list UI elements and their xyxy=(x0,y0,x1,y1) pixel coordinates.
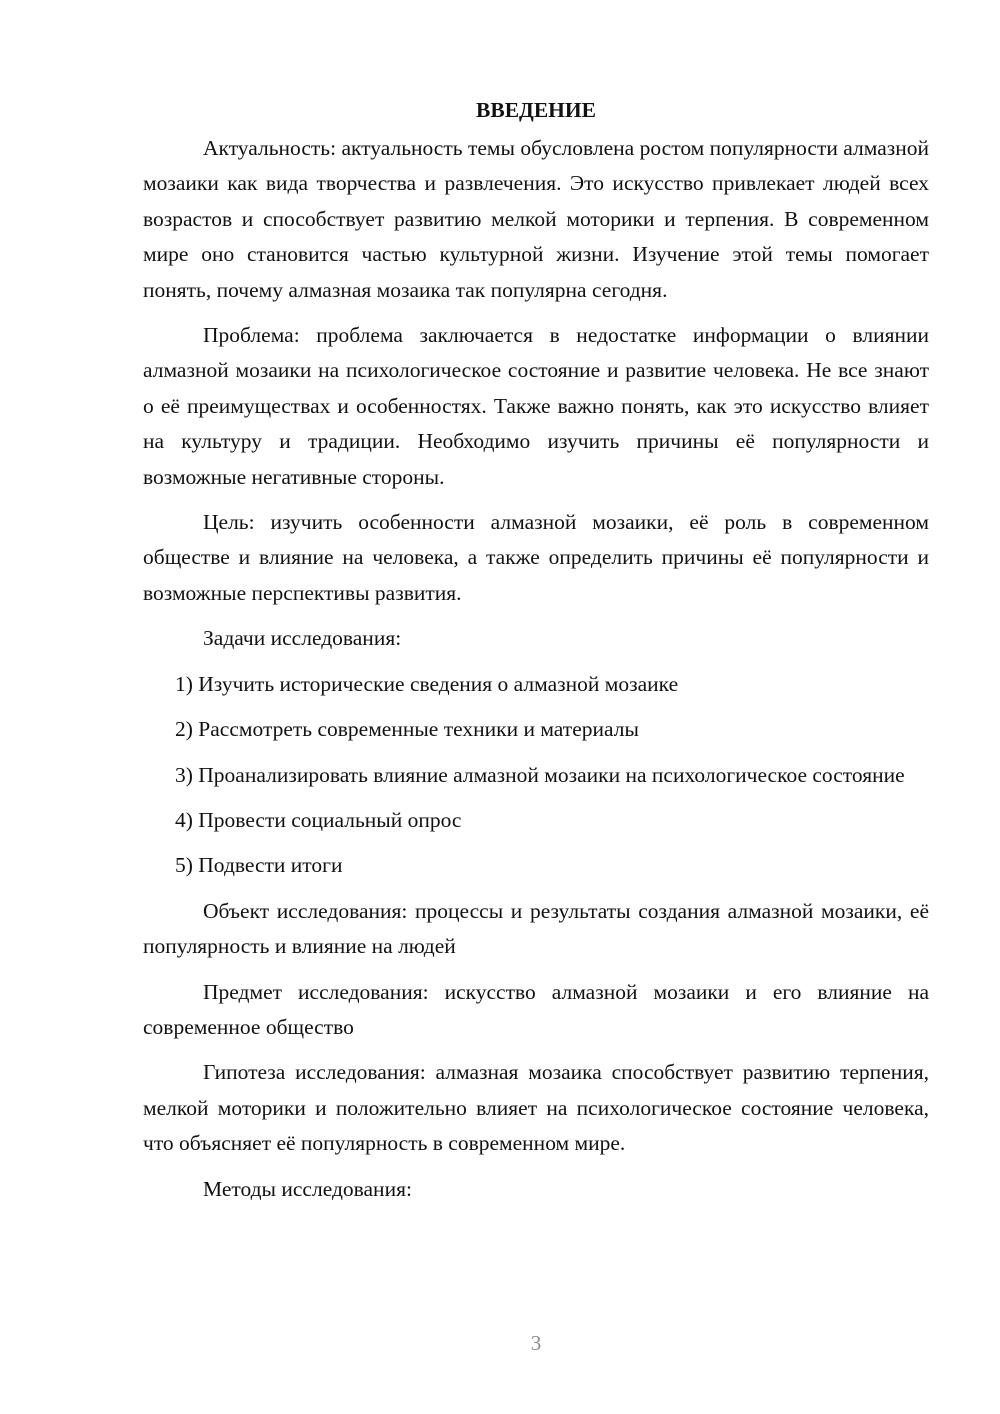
methods-heading: Методы исследования: xyxy=(203,1176,412,1201)
page-number: 3 xyxy=(530,1331,542,1355)
document-page xyxy=(143,93,929,1217)
paragraph-subject: Предмет исследования: искусство алмазной мозаики и его влияние на современное общество xyxy=(143,979,929,1039)
paragraph-problem: Проблема: проблема заключается в недостатке информации о влиянии алмазной мозаики на психологическое состояние и развитие человека. Не все знают о её преимуществах и особенностях. Также важно понять, как это искусство влияет на культуру и традиции. Необходимо изучить причины её популярности и возможные негативные стороны. xyxy=(143,323,929,489)
task-item-1: 1) Изучить исторические сведения о алмазной мозаике xyxy=(175,671,679,696)
task-item-4: 4) Провести социальный опрос xyxy=(175,807,462,832)
tasks-heading: Задачи исследования: xyxy=(203,626,402,651)
task-item-2: 2) Рассмотреть современные техники и материалы xyxy=(175,717,639,742)
paragraph-goal: Цель: изучить особенности алмазной мозаики, её роль в современном обществе и влияние на человека, а также определить причины её популярности и возможные перспективы развития. xyxy=(143,510,929,605)
section-title: ВВЕДЕНИЕ xyxy=(476,98,596,122)
paragraph-hypothesis: Гипотеза исследования: алмазная мозаика способствует развитию терпения, мелкой моторики и положительно влияет на психологическое состояние человека, что объясняет её популярность в современном мире. xyxy=(143,1060,929,1156)
paragraph-relevance: Актуальность: актуальность темы обусловлена ростом популярности алмазной мозаики как вида творчества и развлечения. Это искусство привлекает людей всех возрастов и способствует развитию мелкой моторики и терпения. В современном мире оно становится частью культурной жизни. Изучение этой темы помогает понять, почему алмазная мозаика так популярна сегодня. xyxy=(143,136,929,302)
task-item-3: 3) Проанализировать влияние алмазной мозаики на психологическое состояние xyxy=(175,762,905,787)
task-item-5: 5) Подвести итоги xyxy=(175,853,343,878)
paragraph-object: Объект исследования: процессы и результаты создания алмазной мозаики, её популярность и влияние на людей xyxy=(143,898,929,959)
